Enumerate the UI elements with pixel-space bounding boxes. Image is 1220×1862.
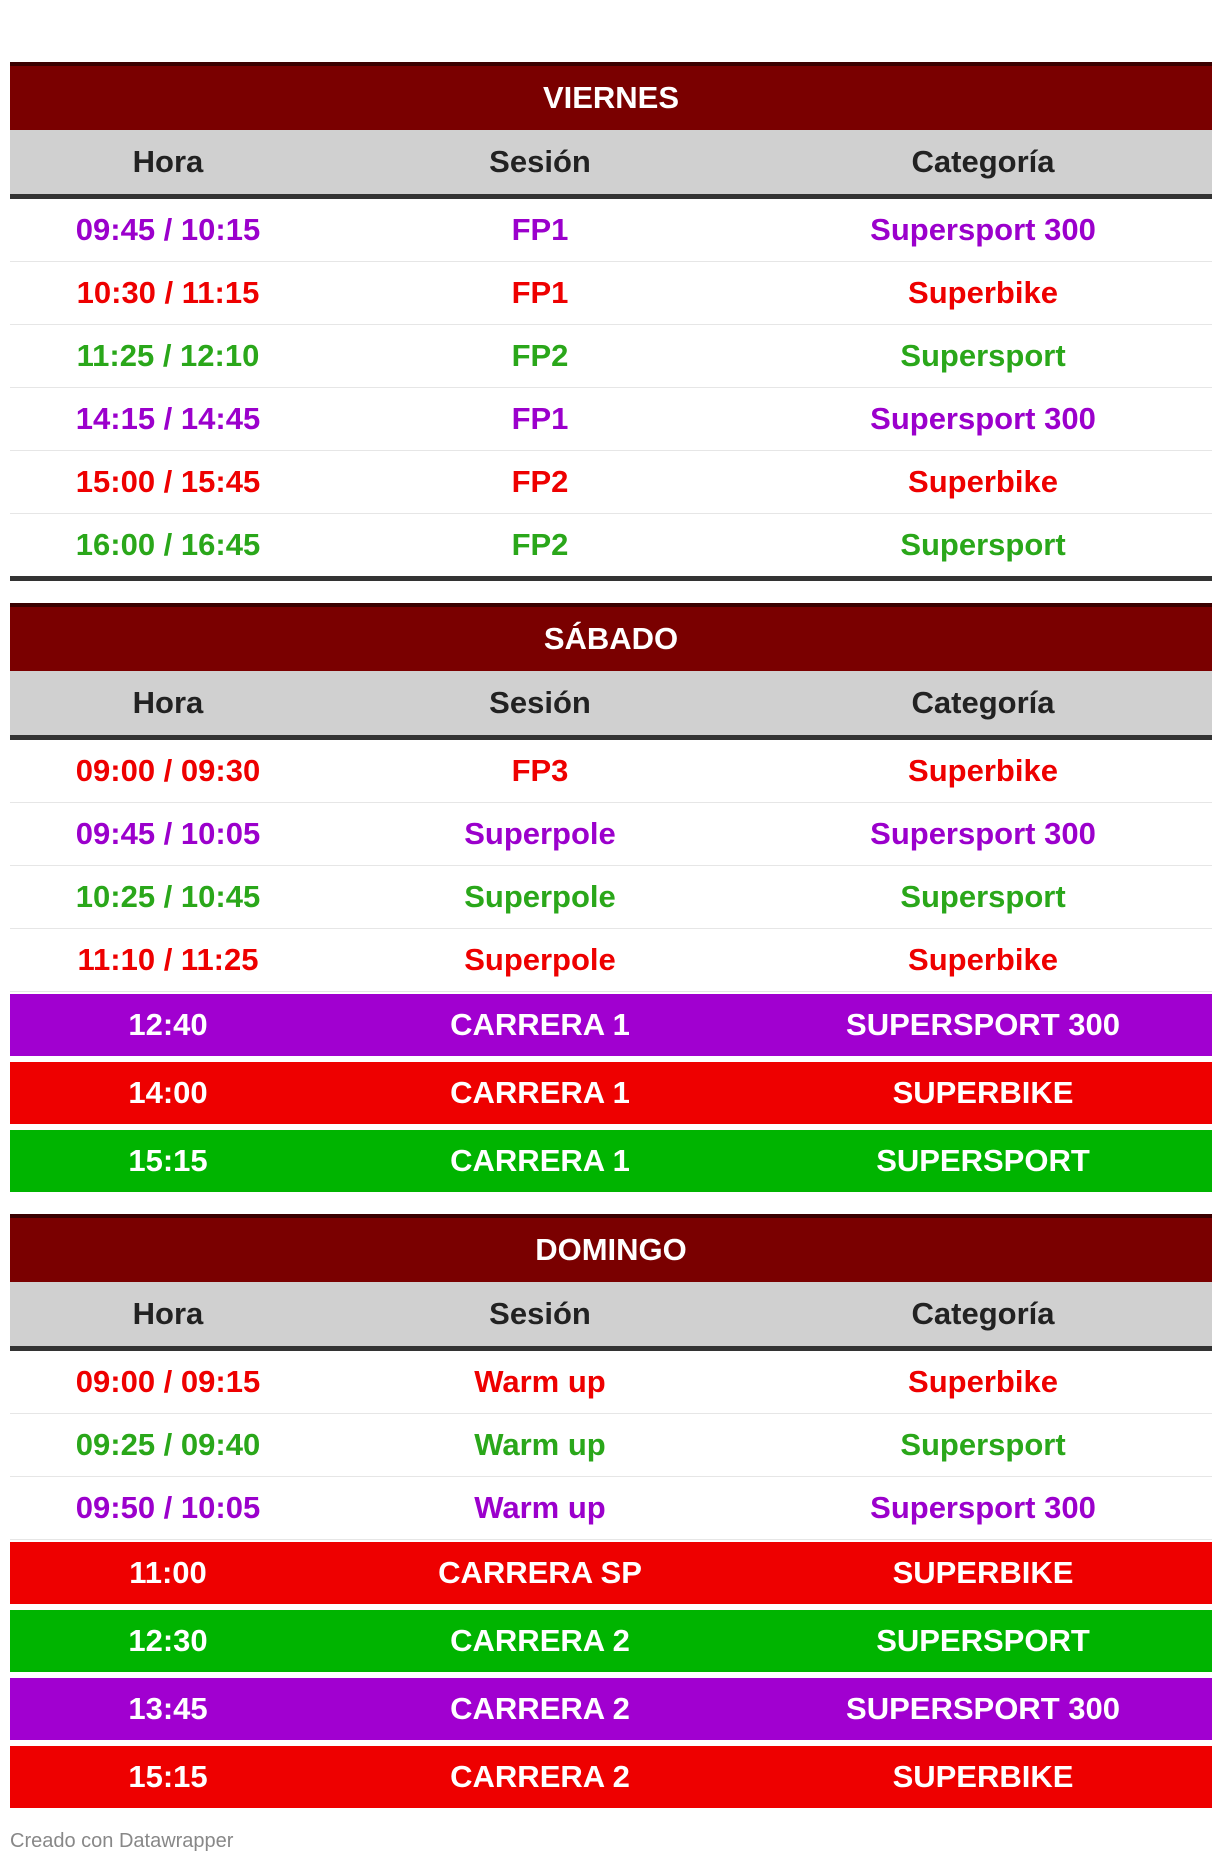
race-row (10, 1746, 1212, 1808)
session-category: Superbike (908, 753, 1058, 788)
race-row (10, 1062, 1212, 1124)
day-title: VIERNES (10, 62, 1212, 130)
session-row (10, 388, 1212, 451)
race-name: CARRERA 2 (450, 1623, 630, 1658)
session-category: Superbike (908, 464, 1058, 499)
session-name: Warm up (474, 1490, 606, 1525)
session-time: 11:25 / 12:10 (76, 338, 260, 373)
column-header-row (10, 671, 1212, 740)
session-name: FP1 (511, 275, 569, 310)
session-category: Supersport (900, 338, 1066, 373)
session-time: 09:00 / 09:30 (75, 753, 261, 788)
race-time: 12:40 (128, 1007, 208, 1042)
race-time: 11:00 (129, 1555, 207, 1590)
header-sesion: Sesión (489, 144, 591, 179)
race-row (10, 1130, 1212, 1192)
footer-credit: Creado con Datawrapper (10, 1830, 234, 1852)
session-row (10, 199, 1212, 262)
race-name: CARRERA 2 (450, 1759, 630, 1794)
session-row (10, 929, 1212, 992)
header-hora: Hora (132, 144, 204, 179)
session-time: 09:45 / 10:15 (75, 212, 261, 247)
session-category: Superbike (908, 1364, 1058, 1399)
header-sesion: Sesión (489, 685, 591, 720)
session-time: 10:25 / 10:45 (75, 879, 261, 914)
session-name: FP1 (511, 401, 569, 436)
session-row (10, 866, 1212, 929)
session-name: FP2 (511, 527, 569, 562)
session-time: 09:00 / 09:15 (75, 1364, 261, 1399)
race-name: CARRERA 1 (450, 1075, 630, 1110)
session-time: 09:25 / 09:40 (75, 1427, 261, 1462)
day-title: SÁBADO (10, 603, 1212, 671)
race-time: 12:30 (128, 1623, 208, 1658)
column-header-row (10, 130, 1212, 199)
session-category: Superbike (908, 275, 1058, 310)
session-name: FP2 (511, 338, 569, 373)
header-categoria: Categoría (911, 144, 1055, 179)
session-time: 09:45 / 10:05 (75, 816, 261, 851)
session-row (10, 262, 1212, 325)
race-name: CARRERA 1 (450, 1007, 630, 1042)
session-time: 14:15 / 14:45 (75, 401, 261, 436)
session-row (10, 1414, 1212, 1477)
header-hora: Hora (132, 1296, 204, 1331)
race-time: 13:45 (128, 1691, 208, 1726)
session-row (10, 1477, 1212, 1540)
session-row (10, 325, 1212, 388)
session-time: 16:00 / 16:45 (75, 527, 261, 562)
race-time: 15:15 (128, 1143, 208, 1178)
session-row (10, 451, 1212, 514)
schedule-table (10, 62, 1212, 1814)
race-name: CARRERA SP (438, 1555, 642, 1590)
session-category: Supersport (900, 879, 1066, 914)
header-hora: Hora (132, 685, 204, 720)
race-row (10, 1610, 1212, 1672)
race-category: SUPERBIKE (892, 1555, 1074, 1590)
session-name: Superpole (464, 816, 616, 851)
race-category: SUPERSPORT 300 (846, 1007, 1120, 1042)
session-name: Warm up (474, 1364, 606, 1399)
session-time: 11:10 / 11:25 (77, 942, 259, 977)
session-name: Superpole (464, 879, 616, 914)
day-title: DOMINGO (10, 1214, 1212, 1282)
column-header-row (10, 1282, 1212, 1351)
session-category: Supersport 300 (870, 816, 1096, 851)
race-row (10, 1678, 1212, 1740)
session-category: Supersport 300 (870, 1490, 1096, 1525)
session-row (10, 514, 1212, 581)
session-name: FP3 (511, 753, 569, 788)
session-row (10, 740, 1212, 803)
session-category: Supersport 300 (870, 212, 1096, 247)
race-row (10, 994, 1212, 1056)
session-category: Supersport (900, 527, 1066, 562)
race-category: SUPERBIKE (892, 1075, 1074, 1110)
session-time: 15:00 / 15:45 (75, 464, 261, 499)
day-section (10, 603, 1212, 1192)
session-name: Superpole (464, 942, 616, 977)
race-row (10, 1542, 1212, 1604)
race-time: 14:00 (128, 1075, 208, 1110)
session-name: Warm up (474, 1427, 606, 1462)
race-category: SUPERSPORT (876, 1143, 1090, 1178)
race-category: SUPERSPORT 300 (846, 1691, 1120, 1726)
session-row (10, 1351, 1212, 1414)
session-category: Superbike (908, 942, 1058, 977)
day-section (10, 1214, 1212, 1808)
race-category: SUPERBIKE (892, 1759, 1074, 1794)
session-time: 09:50 / 10:05 (75, 1490, 261, 1525)
header-categoria: Categoría (911, 685, 1055, 720)
session-name: FP2 (511, 464, 569, 499)
session-time: 10:30 / 11:15 (76, 275, 260, 310)
day-section (10, 62, 1212, 581)
session-category: Supersport (900, 1427, 1066, 1462)
session-row (10, 803, 1212, 866)
race-name: CARRERA 1 (450, 1143, 630, 1178)
race-time: 15:15 (128, 1759, 208, 1794)
race-category: SUPERSPORT (876, 1623, 1090, 1658)
header-sesion: Sesión (489, 1296, 591, 1331)
session-name: FP1 (511, 212, 569, 247)
race-name: CARRERA 2 (450, 1691, 630, 1726)
header-categoria: Categoría (911, 1296, 1055, 1331)
session-category: Supersport 300 (870, 401, 1096, 436)
